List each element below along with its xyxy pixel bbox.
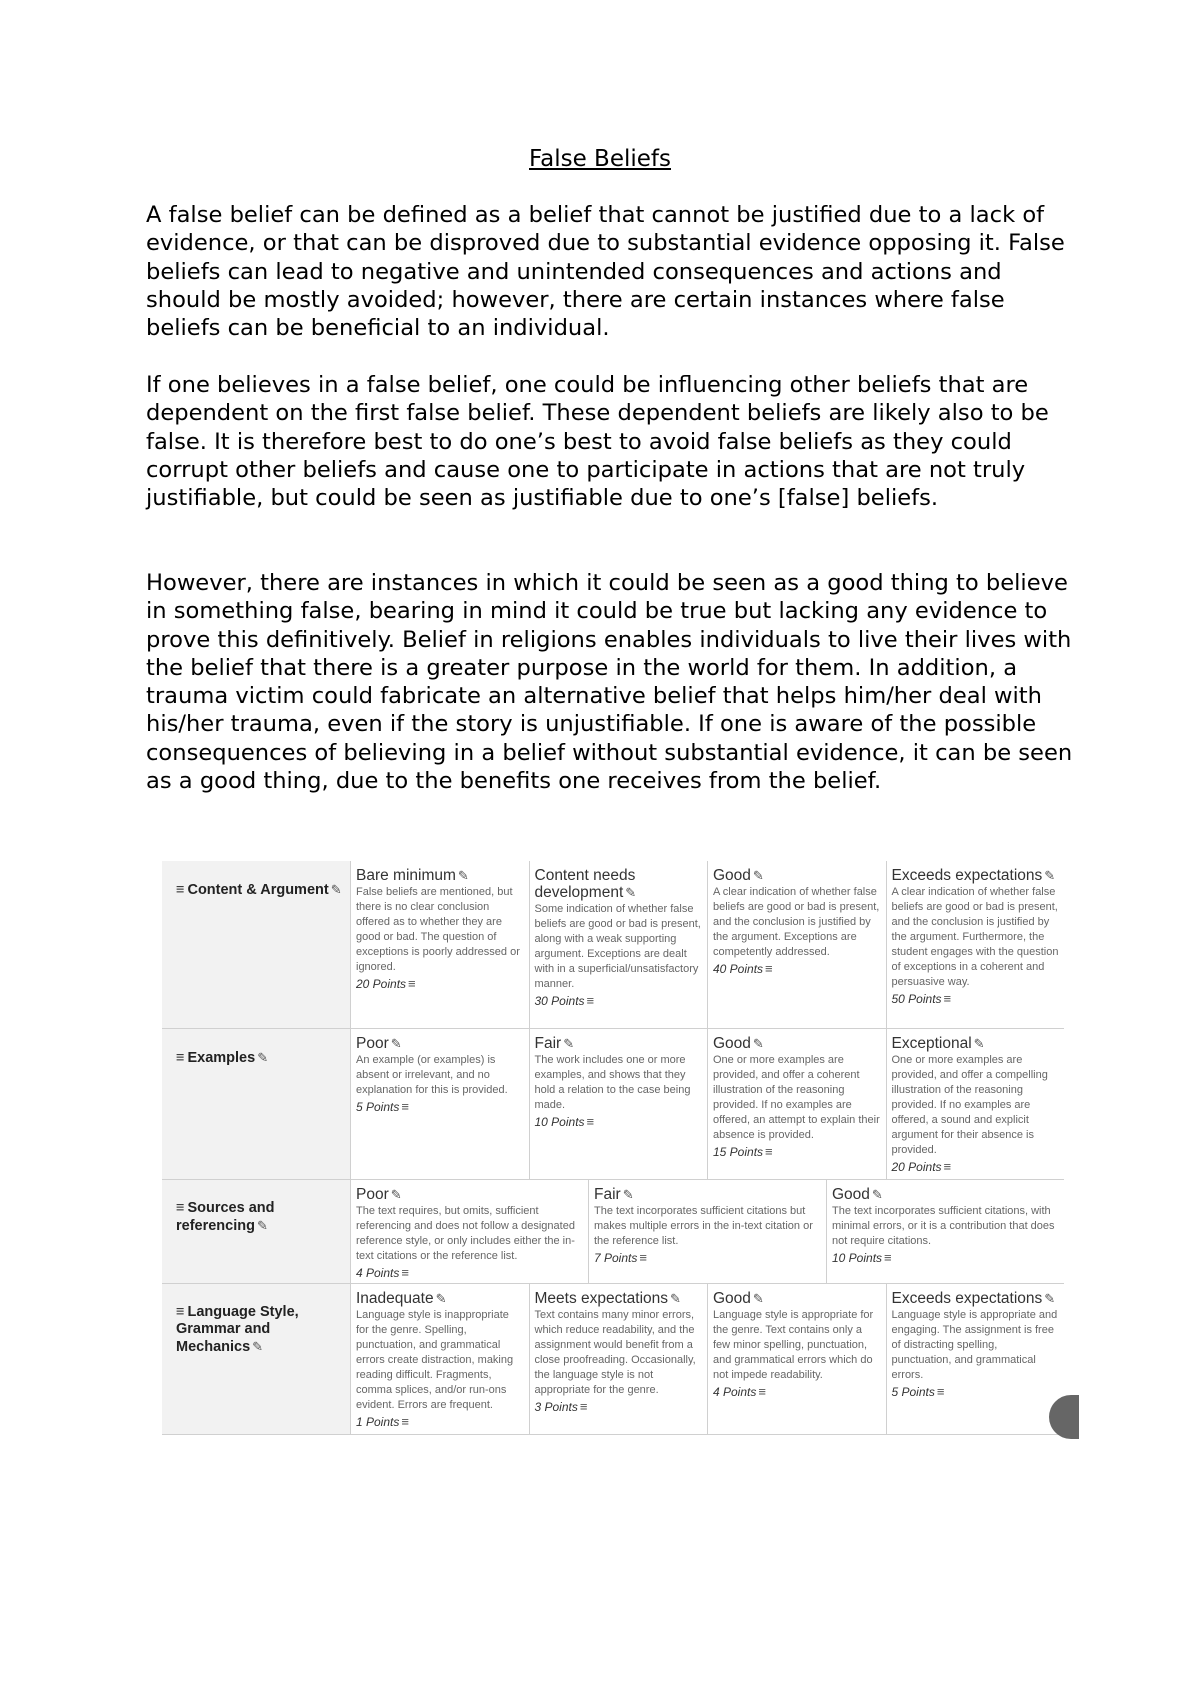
rating-label (356, 1035, 525, 1052)
rating-title: Good (832, 1186, 870, 1203)
points-value: 3 Points (534, 1400, 578, 1414)
edit-icon[interactable]: ✎ (973, 1036, 985, 1051)
rubric-row (162, 861, 1064, 1029)
rating-points (892, 1384, 1061, 1400)
rating-title: Fair (534, 1035, 562, 1052)
edit-icon[interactable]: ✎ (563, 1036, 575, 1051)
points-value: 40 Points (713, 962, 764, 976)
rating-cell (887, 861, 1065, 1028)
points-value: 4 Points (713, 1385, 757, 1399)
rating-description: Language style is appropriate and engaging. The assignment is free of distracting spelling, punctuation, and grammatical errors. (891, 1309, 1058, 1381)
rating-points (713, 961, 882, 977)
points-value: 50 Points (891, 992, 942, 1006)
rating-cell (827, 1180, 1064, 1283)
edit-icon[interactable]: ✎ (670, 1291, 681, 1306)
rating-description: Text contains many minor errors, which reduce readability, and the assignment would benefit from a close proofreading. Occasionally, the language style is not appropriate for the genre. (534, 1309, 696, 1396)
rating-cell (351, 861, 530, 1028)
edit-icon[interactable]: ✎ (752, 1291, 764, 1306)
rating-title: Meets expectations (534, 1290, 669, 1307)
edit-icon[interactable]: ✎ (1044, 1291, 1056, 1306)
paragraph: A false belief can be defined as a belief that cannot be justified due to a lack of evidence, or that can be disproved due to substantial evidence opposing it. False beliefs can lead to negative and unintended consequences and actions and should be mostly avoided; however, there are certain instances where false beliefs can be beneficial to an individual. (146, 202, 1065, 342)
menu-icon[interactable]: ≡ (176, 1050, 185, 1066)
menu-icon[interactable]: ≡ (758, 1384, 766, 1399)
rating-title: Inadequate (356, 1290, 434, 1307)
edit-icon[interactable]: ✎ (390, 1187, 402, 1202)
rating-description: Language style is inappropriate for the genre. Spelling, punctuation, and grammatical errors create distraction, making reading difficult. Fragments, comma splices, and/or run-ons evident. Errors are frequent. (356, 1309, 514, 1411)
rating-cell (708, 1284, 887, 1434)
criterion-cell (162, 1284, 351, 1434)
rubric-row (162, 1180, 1064, 1284)
rating-cell (351, 1284, 530, 1434)
rubric-row (162, 1029, 1064, 1180)
points-value: 4 Points (356, 1266, 400, 1280)
rating-label (713, 1290, 882, 1307)
edit-icon[interactable]: ✎ (625, 885, 637, 900)
rating-description: An example (or examples) is absent or irrelevant, and no explanation for this is provided. (356, 1054, 508, 1096)
edit-icon[interactable]: ✎ (252, 1339, 264, 1354)
menu-icon[interactable]: ≡ (884, 1250, 892, 1265)
rubric-table (162, 861, 1064, 1435)
rating-points (356, 1414, 525, 1430)
rating-description: Some indication of whether false beliefs are good or bad is present, along with a weak supporting argument. Exceptions are dealt with in a superficial/unsatisfactory manner. (534, 903, 701, 990)
menu-icon[interactable]: ≡ (586, 1114, 595, 1129)
criterion-label: Sources and referencing (176, 1200, 275, 1234)
points-value: 20 Points (356, 977, 407, 991)
menu-icon[interactable]: ≡ (401, 1414, 409, 1429)
rating-description: Language style is appropriate for the genre. Text contains only a few minor spelling, punctuation, and grammatical errors which do not impede readability. (713, 1309, 874, 1381)
edit-icon[interactable]: ✎ (871, 1187, 883, 1202)
edit-icon[interactable]: ✎ (257, 1050, 269, 1065)
rating-points (356, 1099, 525, 1115)
criterion-cell (162, 1029, 351, 1179)
rating-label (892, 867, 1061, 884)
rating-cell (351, 1029, 530, 1179)
rating-title: Exceptional (891, 1035, 972, 1052)
paragraph: However, there are instances in which it could be seen as a good thing to believe in something false, bearing in mind it could be true but lacking any evidence to prove this definitively. Belief in religions enables individuals to live their lives with the belief that there is a greater purpose in the world for them. In addition, a trauma victim could fabricate an alternative belief that helps him/her deal with his/her trauma, even if the story is unjustifiable. If one is aware of the possible consequences of believing in a belief without substantial evidence, it can be seen as a good thing, due to the benefits one receives from the belief. (146, 570, 1073, 795)
rating-points (594, 1250, 822, 1266)
menu-icon[interactable]: ≡ (943, 991, 952, 1006)
rating-points (713, 1144, 882, 1160)
rating-title: Bare minimum (356, 867, 456, 884)
edit-icon[interactable]: ✎ (435, 1291, 447, 1306)
points-value: 30 Points (534, 994, 585, 1008)
rating-label (594, 1186, 822, 1203)
rating-cell (708, 861, 887, 1028)
menu-icon[interactable]: ≡ (401, 1265, 409, 1280)
edit-icon[interactable]: ✎ (390, 1036, 402, 1051)
rating-points (832, 1250, 1060, 1266)
rating-label (892, 1290, 1061, 1307)
menu-icon[interactable]: ≡ (586, 993, 595, 1008)
rating-label (713, 1035, 882, 1052)
rating-cell (887, 1029, 1065, 1179)
points-value: 5 Points (891, 1385, 935, 1399)
rating-label (535, 867, 704, 901)
rating-cell (530, 1284, 709, 1434)
menu-icon[interactable]: ≡ (765, 961, 773, 976)
rating-cell (589, 1180, 827, 1283)
points-value: 5 Points (356, 1100, 400, 1114)
rating-cell (351, 1180, 589, 1283)
rating-description: The text requires, but omits, sufficient referencing and does not follow a designated reference style, or only includes either the in-text citations or the reference list. (356, 1205, 575, 1262)
rating-points (535, 993, 704, 1009)
rating-points (535, 1114, 704, 1130)
rating-cell (887, 1284, 1065, 1434)
criterion-label: Language Style, Grammar and Mechanics (176, 1304, 299, 1355)
rubric-row (162, 1284, 1064, 1435)
points-value: 1 Points (356, 1415, 400, 1429)
menu-icon[interactable]: ≡ (176, 1304, 185, 1320)
rating-points (356, 976, 525, 992)
points-value: 10 Points (534, 1115, 585, 1129)
criterion-label: Content & Argument (187, 882, 329, 898)
rating-points (356, 1265, 584, 1281)
rating-label (535, 1290, 704, 1307)
rating-title: Exceeds expectations (891, 1290, 1043, 1307)
rating-cells (351, 1180, 1064, 1283)
rating-title: Fair (594, 1186, 621, 1203)
edit-icon[interactable]: ✎ (752, 1036, 764, 1051)
rating-title: Poor (356, 1035, 389, 1052)
rating-description: A clear indication of whether false beliefs are good or bad is present, and the conclusion is justified by the argument. Furthermore, the student engages with the question of exceptions in a coherent and persuasive way. (891, 886, 1059, 988)
rating-points (713, 1384, 882, 1400)
rating-points (892, 1159, 1061, 1175)
menu-icon[interactable]: ≡ (176, 882, 185, 898)
rating-label (356, 1186, 584, 1203)
points-value: 10 Points (832, 1251, 883, 1265)
menu-icon[interactable]: ≡ (765, 1144, 773, 1159)
criterion-label: Examples (187, 1050, 256, 1066)
rating-description: The text incorporates sufficient citations but makes multiple errors in the in-text citation or the reference list. (594, 1205, 813, 1247)
rating-label (713, 867, 882, 884)
rating-label (535, 1035, 704, 1052)
menu-icon[interactable]: ≡ (176, 1200, 185, 1216)
menu-icon[interactable]: ≡ (408, 976, 416, 991)
menu-icon[interactable]: ≡ (936, 1384, 945, 1399)
rating-description: One or more examples are provided, and offer a compelling illustration of the reasoning provided. If no examples are offered, a sound and explicit argument for their absence is provided. (891, 1054, 1048, 1156)
rating-description: The work includes one or more examples, and shows that they hold a relation to the case being made. (534, 1054, 691, 1111)
rating-label (356, 1290, 525, 1307)
paragraph: If one believes in a false belief, one could be influencing other beliefs that are dependent on the first false belief. These dependent beliefs are likely also to be false. It is therefore best to do one’s best to avoid false beliefs as they could corrupt other beliefs and cause one to participate in actions that are not truly justifiable, but could be seen as justifiable due to one’s [false] beliefs. (146, 372, 1049, 512)
document-title: False Beliefs (529, 146, 671, 172)
rating-title: Content needs development (534, 867, 636, 901)
rating-label (892, 1035, 1061, 1052)
menu-icon[interactable]: ≡ (579, 1399, 588, 1414)
rating-title: Good (713, 1290, 751, 1307)
points-value: 20 Points (891, 1160, 942, 1174)
rating-title: Good (713, 1035, 751, 1052)
menu-icon[interactable]: ≡ (943, 1159, 952, 1174)
rating-description: One or more examples are provided, and offer a coherent illustration of the reasoning provided. If no examples are offered, an attempt to explain their absence is provided. (713, 1054, 880, 1141)
rating-cell (530, 1029, 709, 1179)
rating-cell (708, 1029, 887, 1179)
menu-icon[interactable]: ≡ (401, 1099, 409, 1114)
rating-title: Poor (356, 1186, 389, 1203)
rating-title: Good (713, 867, 751, 884)
edit-icon[interactable]: ✎ (752, 868, 764, 883)
rating-cell (530, 861, 709, 1028)
rating-description: The text incorporates sufficient citations, with minimal errors, or it is a contribution that does not require citations. (832, 1205, 1055, 1247)
rating-title: Exceeds expectations (891, 867, 1043, 884)
points-value: 15 Points (713, 1145, 764, 1159)
criterion-cell (162, 1180, 351, 1283)
edit-icon[interactable]: ✎ (1044, 868, 1056, 883)
rating-label (356, 867, 525, 884)
rating-cells (351, 861, 1064, 1028)
rating-cells (351, 1284, 1064, 1434)
points-value: 7 Points (594, 1251, 638, 1265)
menu-icon[interactable]: ≡ (639, 1250, 647, 1265)
rating-points (535, 1399, 704, 1415)
rating-label (832, 1186, 1060, 1203)
rating-cells (351, 1029, 1064, 1179)
edit-icon[interactable]: ✎ (622, 1187, 634, 1202)
edit-icon[interactable]: ✎ (457, 868, 469, 883)
criterion-cell (162, 861, 351, 1028)
rating-points (892, 991, 1061, 1007)
rating-description: False beliefs are mentioned, but there is no clear conclusion offered as to whether they are good or bad. The question of exceptions is poorly addressed or ignored. (356, 886, 520, 973)
edit-icon[interactable]: ✎ (330, 882, 342, 897)
edit-icon[interactable]: ✎ (256, 1218, 268, 1233)
rating-description: A clear indication of whether false beliefs are good or bad is present, and the conclusion is justified by the argument. Exceptions are competently addressed. (713, 886, 880, 958)
